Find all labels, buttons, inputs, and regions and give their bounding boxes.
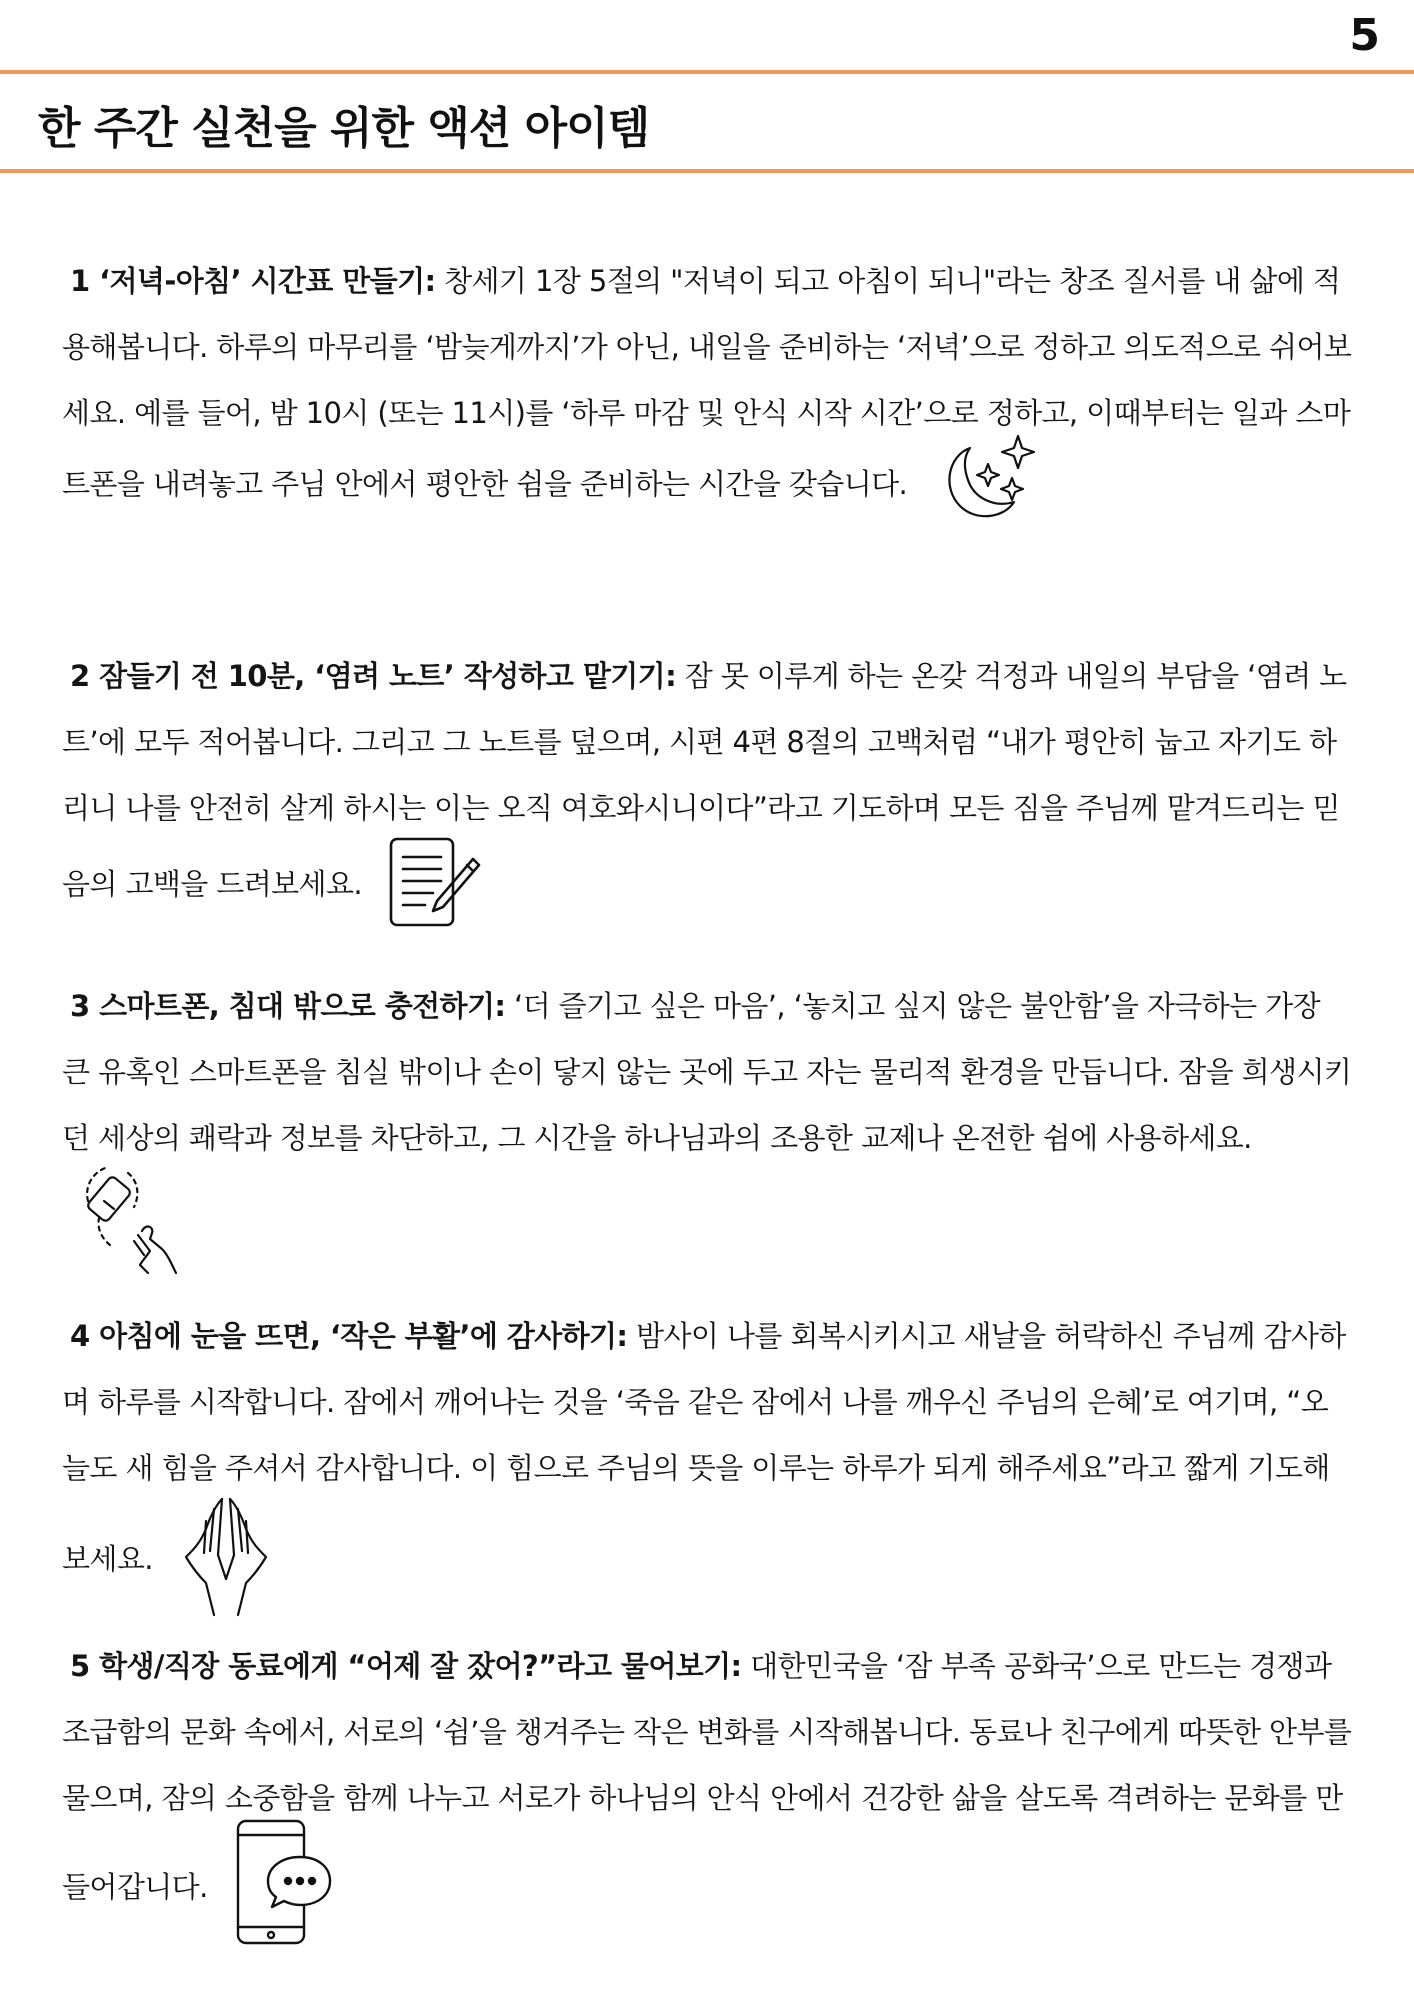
action-item-body: 잠 못 이루게 하는 온갖 걱정과 내일의 부담을 ‘염려 노트’에 모두 적어봅니다. 그리고 그 노트를 덮으며, 시편 4편 8절의 고백처럼 “내가 평안히 눕고 자기도 하리니 나를 안전히 살게 하시는 이는 오직 여호와시니이다”라고 기도하며 모든 짐을 주님께 맡겨드리는 믿음의 고백을 드려보세요.	[62, 659, 1347, 901]
moon-stars-icon	[930, 426, 1040, 526]
action-item-body: 밤사이 나를 회복시키시고 새날을 허락하신 주님께 감사하며 하루를 시작합니다. 잠에서 깨어나는 것을 ‘죽음 같은 잠에서 나를 깨우신 주님의 은혜’로 여기며, “오늘도 새 힘을 주셔서 감사합니다. 이 힘으로 주님의 뜻을 이루는 하루가 되게 해주세요”라고 짧게 기도해보세요.	[62, 1319, 1346, 1576]
action-item-body: 대한민국을 ‘잠 부족 공화국’으로 만드는 경쟁과 조급함의 문화 속에서, 서로의 ‘쉼’을 챙겨주는 작은 변화를 시작해봅니다. 동료나 친구에게 따뜻한 안부를 물으며, 잠의 소중함을 함께 나누고 서로가 하나님의 안식 안에서 건강한 삶을 살도록 격려하는 문화를 만들어갑니다.	[62, 1649, 1352, 1904]
action-item-heading: 4 아침에 눈을 뜨면, ‘작은 부활’에 감사하기:	[70, 1319, 628, 1353]
action-item-body: 창세기 1장 5절의 "저녁이 되고 아침이 되니"라는 창조 질서를 내 삶에 적용해봅니다. 하루의 마무리를 ‘밤늦게까지’가 아닌, 내일을 준비하는 ‘저녁’으로 정하고 의도적으로 쉬어보세요. 예를 들어, 밤 10시 (또는 11시)를 ‘하루 마감 및 안식 시작 시간’으로 정하고, 이때부터는 일과 스마트폰을 내려놓고 주님 안에서 평안한 쉼을 준비하는 시간을 갖습니다.	[62, 264, 1352, 501]
action-item-5	[62, 1633, 1352, 1963]
praying-hands-icon	[176, 1491, 276, 1621]
action-item-body: ‘더 즐기고 싶은 마음’, ‘놓치고 싶지 않은 불안함’을 자극하는 가장 큰 유혹인 스마트폰을 침실 밖이나 손이 닿지 않는 곳에 두고 자는 물리적 환경을 만듭니다. 잠을 희생시키던 세상의 쾌락과 정보를 차단하고, 그 시간을 하나님과의 조용한 교제나 온전한 쉼에 사용하세요.	[62, 989, 1352, 1155]
phone-chat-icon	[230, 1817, 340, 1947]
action-item-heading: 1 ‘저녁-아침’ 시간표 만들기:	[70, 264, 436, 298]
header-rule-top	[0, 70, 1414, 74]
action-item-2	[62, 643, 1352, 973]
action-item-4	[62, 1303, 1352, 1633]
action-item-heading: 5 학생/직장 동료에게 “어제 잘 잤어?”라고 물어보기:	[70, 1649, 742, 1683]
header-rule-bottom	[0, 169, 1414, 173]
action-item-heading: 3 스마트폰, 침대 밖으로 충전하기:	[70, 989, 506, 1023]
page-number: 5	[1349, 10, 1380, 61]
action-item-heading: 2 잠들기 전 10분, ‘염려 노트’ 작성하고 맡기기:	[70, 659, 677, 693]
action-item-list	[62, 248, 1352, 1963]
action-item-1	[62, 248, 1352, 643]
action-item-3	[62, 973, 1352, 1303]
note-pencil-icon	[385, 831, 485, 931]
page-title: 한 주간 실천을 위한 액션 아이템	[38, 103, 650, 154]
phone-hand-icon	[76, 1161, 186, 1281]
